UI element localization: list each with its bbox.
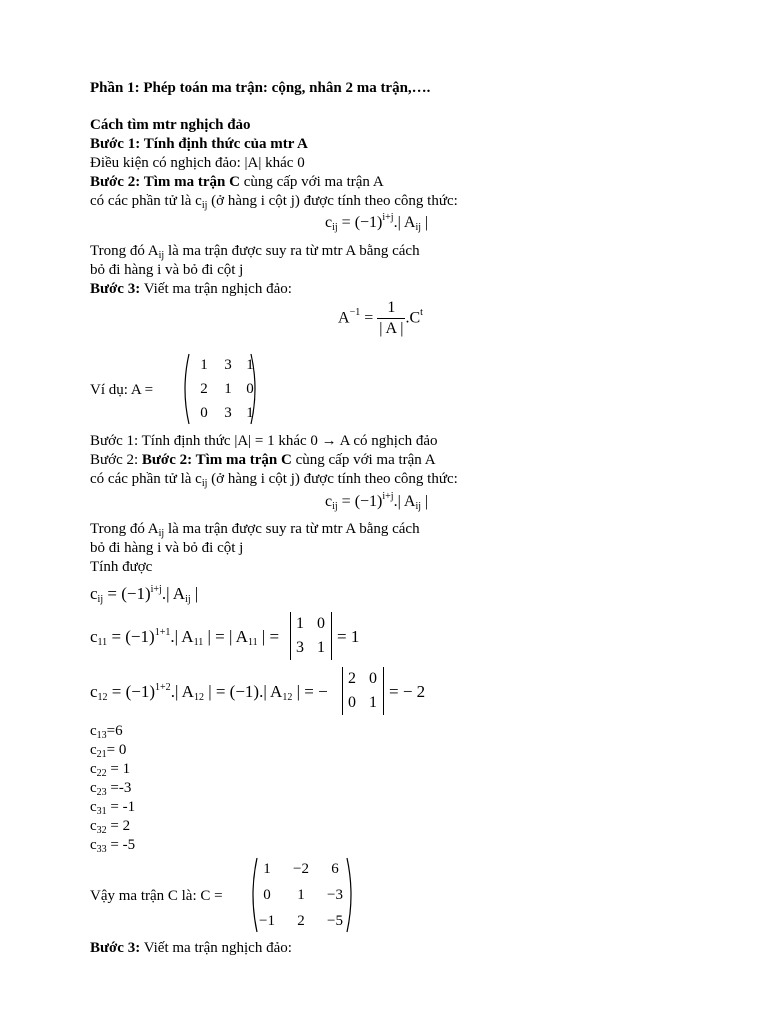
matrix-C-cell: −1 xyxy=(259,913,275,929)
formula-c: c xyxy=(90,584,98,603)
inv-num: 1 xyxy=(387,299,396,316)
det-c11 xyxy=(290,612,332,660)
formula-sub2: ij xyxy=(415,222,422,233)
det-bar-right xyxy=(383,667,384,715)
ex-desc-sub: ij xyxy=(201,478,208,489)
formula-cij-3 xyxy=(90,584,199,605)
step1-label: Bước 1: Tính định thức của mtr A xyxy=(90,136,308,152)
det-cell: 0 xyxy=(317,615,325,632)
where-line-2: bỏ đi hàng i và bỏ đi cột j xyxy=(90,262,244,278)
matrix-A-cell: 1 xyxy=(246,405,254,421)
matrix-C-cell: 1 xyxy=(297,887,305,903)
where-a: Trong đó A xyxy=(90,243,159,259)
matrix-A-cell: 0 xyxy=(246,381,254,397)
c-value-sub: 13 xyxy=(96,730,107,741)
ex-desc-a: có các phần tử là c xyxy=(90,471,202,487)
det-bar-right xyxy=(331,612,332,660)
det-cell: 1 xyxy=(369,694,377,711)
step2-desc-b: (ở hàng i cột j) được tính theo công thức: xyxy=(207,193,458,209)
matrix-A-cell: 1 xyxy=(246,357,254,373)
formula-c12 xyxy=(90,682,328,703)
step2-desc-a: có các phần tử là c xyxy=(90,193,202,209)
where-b: là ma trận được suy ra từ mtr A bằng cách xyxy=(164,243,420,259)
det-cell: 2 xyxy=(348,670,356,687)
formula-c: c xyxy=(325,493,333,510)
det-cell: 1 xyxy=(317,639,325,656)
computed-label: Tính được xyxy=(90,559,153,575)
c11-mid2: | = | A xyxy=(203,627,248,646)
matrix-A-cell: 3 xyxy=(224,357,232,373)
formula-dot: .| A xyxy=(161,584,186,603)
det-c12 xyxy=(342,667,384,715)
c12-sub: 12 xyxy=(97,692,108,703)
example-step2-description xyxy=(90,472,458,487)
formula-end: | xyxy=(421,493,429,510)
matrix-A-cell: 3 xyxy=(224,405,232,421)
formula-eq: = (−1) xyxy=(103,584,151,603)
c-value-val: = -5 xyxy=(106,837,136,853)
step2-label xyxy=(90,175,384,190)
c-value-val: =-3 xyxy=(106,780,132,796)
matrix-A-cell: 1 xyxy=(224,381,232,397)
where-sub: ij xyxy=(158,528,165,539)
where-sub: ij xyxy=(158,250,165,261)
formula-eq: = (−1) xyxy=(337,493,383,510)
step3-label-rest: Viết ma trận nghịch đảo: xyxy=(140,281,292,297)
matrix-A-cell: 1 xyxy=(200,357,208,373)
det-cell: 0 xyxy=(369,670,377,687)
matrix-C-cell: 0 xyxy=(263,887,271,903)
formula-end: | xyxy=(190,584,199,603)
det-cell: 3 xyxy=(296,639,304,656)
formula-c-sub: ij xyxy=(97,594,104,605)
final-step3-rest: Viết ma trận nghịch đảo: xyxy=(140,940,292,956)
c12-c: c xyxy=(90,682,98,701)
c-value-line: $c_{31} = -1$ xyxy=(90,799,136,817)
inv-rhs: .C xyxy=(405,309,421,327)
formula-dot: .| A xyxy=(393,493,416,510)
matrix-C-cell: −5 xyxy=(327,913,343,929)
matrix-C xyxy=(248,856,356,934)
where-line-1-b xyxy=(90,522,420,537)
c11-c: c xyxy=(90,627,98,646)
matrix-C-cell: −2 xyxy=(293,861,309,877)
c-value-line: $c_{22} = 1$ xyxy=(90,761,131,779)
example-step1: Bước 1: Tính định thức |A| = 1 khác 0 → A có nghịch đảo xyxy=(90,433,438,449)
c11-end: | = xyxy=(257,627,280,646)
inv-lhs: A xyxy=(338,309,350,327)
matrix-C-cell: 6 xyxy=(331,861,339,877)
formula-cij-1 xyxy=(325,212,429,233)
formula-c-sub: ij xyxy=(332,222,338,233)
c-value-line: $c_{33} = -5$ xyxy=(90,837,136,855)
inv-sup: −1 xyxy=(349,307,361,319)
matrix-A-cell: 0 xyxy=(200,405,208,421)
step2-description xyxy=(90,194,458,209)
c11-sup: 1+1 xyxy=(154,627,171,638)
matrix-C-cell: −3 xyxy=(327,887,343,903)
example-step2-bold: Bước 2: Tìm ma trận C xyxy=(141,452,292,468)
method-heading: Cách tìm mtr nghịch đảo xyxy=(90,117,251,133)
c-value-sub: 33 xyxy=(96,844,107,855)
inv-eq: = xyxy=(360,309,378,327)
inv-den: | A | xyxy=(379,320,404,337)
formula-end: | xyxy=(421,214,429,231)
ex-desc-b: (ở hàng i cột j) được tính theo công thức: xyxy=(207,471,458,487)
c-value-val: = 0 xyxy=(106,742,127,758)
c12-mid: .| A xyxy=(170,682,194,701)
step2-label-bold: Bước 2: Tìm ma trận C xyxy=(90,174,240,190)
formula-eq: = (−1) xyxy=(337,214,383,231)
inv-fraction xyxy=(377,300,405,337)
formula-sup: i+j xyxy=(382,491,394,502)
step1-condition: Điều kiện có nghịch đảo: |A| khác 0 xyxy=(90,155,305,171)
inverse-formula xyxy=(338,300,423,337)
step3-label-bold: Bước 3: xyxy=(90,281,141,297)
formula-c: c xyxy=(325,214,333,231)
c12-mid2: | = (−1).| A xyxy=(203,682,283,701)
c-value-val: = -1 xyxy=(106,799,136,815)
final-step3-label xyxy=(90,941,292,956)
formula-c11 xyxy=(90,627,280,648)
step2-desc-sub: ij xyxy=(201,200,208,211)
c11-sub2: 11 xyxy=(193,637,204,648)
c12-end: | = − xyxy=(292,682,328,701)
c12-sub3: 12 xyxy=(282,692,293,703)
c11-mid: .| A xyxy=(170,627,194,646)
c-value-line: $c_{32} = 2$ xyxy=(90,818,131,836)
c-value-val: =6 xyxy=(106,723,123,739)
where-line-2-b: bỏ đi hàng i và bỏ đi cột j xyxy=(90,540,244,556)
final-step3-bold: Bước 3: xyxy=(90,940,141,956)
c11-result: = 1 xyxy=(337,627,360,646)
formula-sub2: ij xyxy=(185,594,191,605)
c12-sub2: 12 xyxy=(193,692,204,703)
formula-dot: .| A xyxy=(393,214,416,231)
where-b: là ma trận được suy ra từ mtr A bằng cách xyxy=(164,521,420,537)
example-label: Ví dụ: A = xyxy=(90,382,154,398)
c-value-sub: 31 xyxy=(96,806,107,817)
example-step2-rest: cùng cấp với ma trận A xyxy=(291,452,436,468)
c-value-val: = 1 xyxy=(106,761,131,777)
det-cell: 1 xyxy=(296,615,304,632)
formula-sub2: ij xyxy=(415,501,422,512)
c12-sup: 1+2 xyxy=(155,682,171,693)
formula-sup: i+j xyxy=(150,584,162,595)
c-value-sub: 22 xyxy=(96,768,107,779)
example-step2 xyxy=(90,453,436,468)
c-value-line: $c_{21}= 0$ xyxy=(90,742,127,760)
det-cell: 0 xyxy=(348,694,356,711)
c-value-val: = 2 xyxy=(106,818,131,834)
c-value-line: $c_{23} =-3$ xyxy=(90,780,132,798)
formula-c-sub: ij xyxy=(332,501,338,512)
c12-eq: = (−1) xyxy=(107,682,156,701)
where-a: Trong đó A xyxy=(90,521,159,537)
c-value-line: $c_{13}=6$ xyxy=(90,723,123,741)
matrix-C-cell: 2 xyxy=(297,913,305,929)
c11-sub3: 11 xyxy=(247,637,258,648)
matrix-C-label: Vậy ma trận C là: C = xyxy=(90,888,223,904)
where-line-1 xyxy=(90,244,420,259)
step3-label xyxy=(90,282,292,297)
c12-result: = − 2 xyxy=(389,682,426,701)
c11-eq: = (−1) xyxy=(107,627,155,646)
inv-rhs-sup: t xyxy=(420,307,423,319)
formula-cij-2 xyxy=(325,491,429,512)
step2-label-rest: cùng cấp với ma trận A xyxy=(239,174,384,190)
example-step2-prefix: Bước 2: xyxy=(90,452,142,468)
matrix-A-cell: 2 xyxy=(200,381,208,397)
c-value-sub: 21 xyxy=(96,749,107,760)
c11-sub: 11 xyxy=(97,637,108,648)
matrix-C-cell: 1 xyxy=(263,861,271,877)
c-value-sub: 32 xyxy=(96,825,107,836)
part-heading: Phần 1: Phép toán ma trận: cộng, nhân 2 ma trận,…. xyxy=(90,80,431,96)
formula-sup: i+j xyxy=(382,212,394,223)
c-value-sub: 23 xyxy=(96,787,107,798)
matrix-A xyxy=(180,352,260,426)
